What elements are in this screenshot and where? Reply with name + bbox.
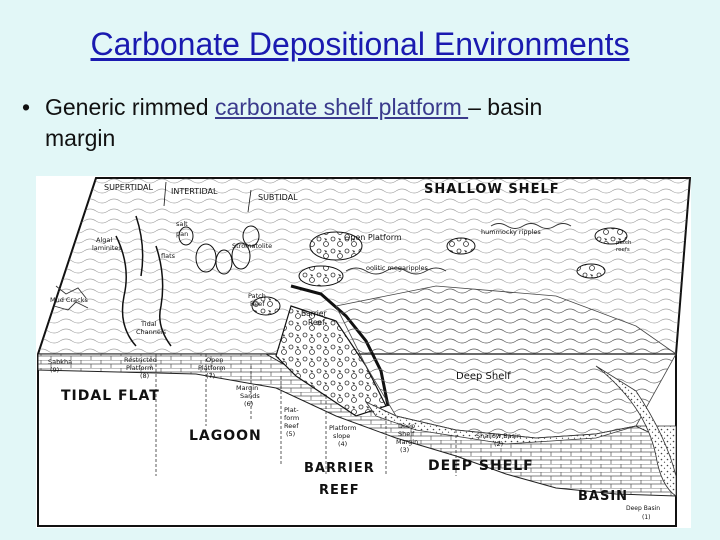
label-shallow-basin-num: (2) <box>494 440 504 448</box>
label-channels: Channels <box>136 328 167 336</box>
label-reef-edge-num: (5) <box>286 430 296 438</box>
bullet-text <box>22 92 692 154</box>
label-restricted: Restricted <box>124 356 157 364</box>
label-sands: Sands <box>240 392 260 400</box>
label-deep-basin-num: (1) <box>642 514 651 521</box>
label-form: form <box>284 414 300 422</box>
label-tidal: Tidal <box>141 320 157 328</box>
label-slope: slope <box>333 432 351 440</box>
label-plat: Plat- <box>284 406 299 414</box>
label-open-num: (7) <box>206 372 216 380</box>
zone-supertidal: SUPERTIDAL <box>104 183 153 192</box>
label-laminites: laminites <box>92 244 122 252</box>
label-platform-slope: Platform <box>329 424 357 432</box>
label-shelf-margin: Margin <box>396 438 419 446</box>
label-restricted-num: (8) <box>140 372 150 380</box>
label-shallow-basin: Shallow Basin <box>476 432 521 440</box>
bullet-dot: • <box>22 94 31 120</box>
label-barrier-small: Barrier <box>301 309 327 318</box>
bullet-prefix: Generic rimmed <box>45 94 215 120</box>
label-shelf: Shelf <box>398 430 415 438</box>
slide-title: Carbonate Depositional Environments <box>90 26 630 62</box>
label-slope-num: (4) <box>338 440 348 448</box>
label-sabkha-num: (9) <box>50 366 60 374</box>
label-reef-small: Reef <box>308 318 325 327</box>
label-open: Open <box>206 356 224 364</box>
label-reef-edge: Reef <box>284 422 299 430</box>
label-margin: Margin <box>236 384 259 392</box>
zone-subtidal: SUBTIDAL <box>258 193 298 202</box>
heading-lagoon: LAGOON <box>189 428 262 444</box>
label-deep: Deep <box>398 422 416 430</box>
label-open-platform: Open Platform <box>344 233 402 242</box>
label-patch-reefs-2: reefs <box>616 247 630 253</box>
heading-reef: REEF <box>319 483 360 498</box>
label-sabkha: Sabkha <box>48 358 73 366</box>
label-deep-shelf-small: Deep Shelf <box>456 371 511 382</box>
label-salt: salt <box>176 220 188 228</box>
heading-basin: BASIN <box>578 489 629 504</box>
label-patch-reefs-1: patch <box>616 240 632 246</box>
bullet-link[interactable]: carbonate shelf platform <box>214 94 469 120</box>
heading-shallow-shelf: SHALLOW SHELF <box>424 182 560 197</box>
bullet-suffix: – basin <box>468 94 543 120</box>
label-restricted-platform: Platform <box>126 364 154 372</box>
heading-tidal-flat: TIDAL FLAT <box>61 388 160 404</box>
label-reef: Reef <box>250 300 265 308</box>
heading-deep-shelf: DEEP SHELF <box>428 458 534 474</box>
heading-barrier: BARRIER <box>304 461 375 476</box>
label-mud-cracks: Mud Cracks <box>50 296 88 304</box>
label-oolitic-megaripples: oolitic megaripples <box>366 264 428 272</box>
label-algal: Algal <box>96 236 113 244</box>
label-deep-basin: Deep Basin <box>626 505 661 512</box>
label-hummocky-ripples: hummocky ripples <box>481 228 541 236</box>
label-flats: flats <box>161 252 176 260</box>
carbonate-shelf-diagram <box>36 176 691 528</box>
label-shelf-margin-num: (3) <box>400 446 410 454</box>
label-pan: pan <box>176 230 189 238</box>
label-stromatolite: Stromatolite <box>232 242 273 250</box>
zone-intertidal: INTERTIDAL <box>171 187 218 196</box>
label-open-platform-2: Platform <box>198 364 226 372</box>
label-patch: Patch <box>248 292 266 300</box>
bullet-line2: margin <box>45 125 116 151</box>
label-margin-num: (6) <box>244 400 254 408</box>
